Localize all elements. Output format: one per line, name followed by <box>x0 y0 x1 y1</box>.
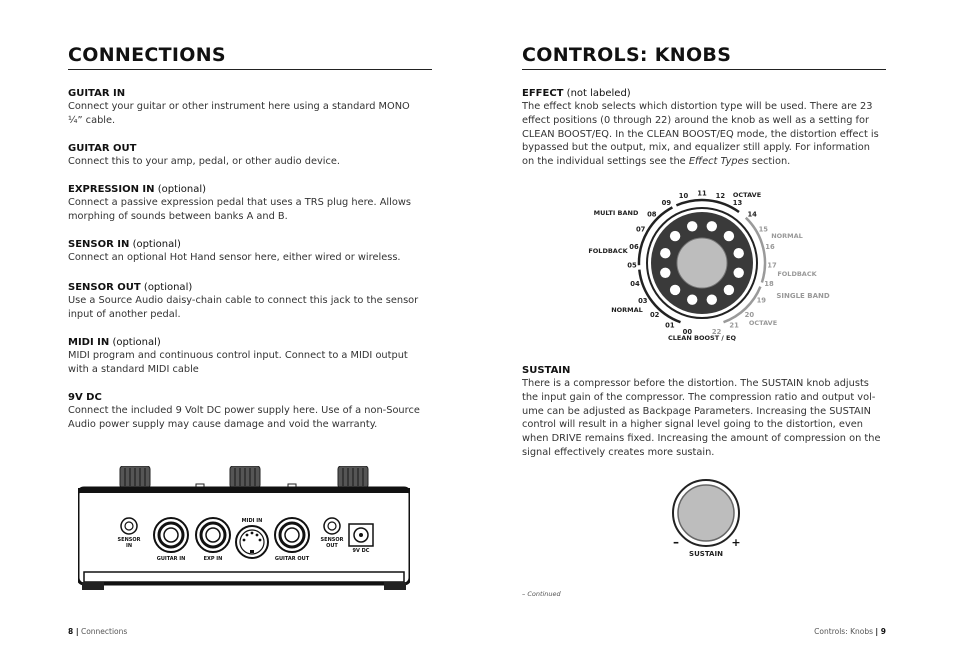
body-line: ume can be adjusted as Backpage Parameters. Increasing the SUSTAIN <box>522 405 871 417</box>
pedal-foot <box>384 582 406 590</box>
position-number: 16 <box>765 242 775 251</box>
position-number: 18 <box>764 279 774 288</box>
continued-note: – Continued <box>522 590 561 598</box>
footer-left <box>68 627 127 636</box>
effect-knob-diagram <box>519 186 855 348</box>
section-sustain <box>522 364 886 460</box>
section-guitar-in <box>68 87 432 128</box>
position-number: 17 <box>767 261 777 270</box>
panel-label: GUITAR IN <box>156 556 186 562</box>
position-number: 03 <box>638 296 648 305</box>
panel-label: GUITAR OUT <box>274 556 310 562</box>
section-sensor-in <box>68 238 432 265</box>
title-rule <box>68 69 432 70</box>
position-number: 10 <box>678 192 689 200</box>
panel-label: OUT <box>326 543 338 549</box>
page-number: | 9 <box>875 627 886 636</box>
position-number: 15 <box>758 225 769 234</box>
section-guitar-out <box>68 142 432 169</box>
position-number: 14 <box>747 210 757 219</box>
panel-label: 9V DC <box>352 548 370 554</box>
body-line: Use a Source Audio daisy-chain cable to connect this jack to the sensor <box>68 295 419 306</box>
position-number: 22 <box>711 328 722 336</box>
section-heading: EXPRESSION IN <box>68 184 155 195</box>
section-midi-in <box>68 336 432 377</box>
body-line: The effect knob selects which distortion type will be used. There are 23 <box>522 101 873 112</box>
knob-dot <box>687 295 697 305</box>
section-expression-in <box>68 183 432 224</box>
knob-center <box>677 238 727 288</box>
body-line: Connect an optional Hot Hand sensor here, either wired or wireless. <box>68 252 401 263</box>
body-line: with a standard MIDI cable <box>68 363 199 375</box>
top-knob-icon <box>120 466 150 488</box>
effect-types-reference: Effect Types <box>688 156 749 168</box>
knob-dot <box>687 221 697 231</box>
body-line: morphing of sounds between banks A and B. <box>68 210 288 222</box>
position-number: 05 <box>627 261 637 270</box>
sustain-knob-label: SUSTAIN <box>689 550 723 558</box>
position-number: 09 <box>661 199 672 208</box>
section-optional: (optional) <box>140 282 193 293</box>
footer-right <box>814 627 886 636</box>
section-optional: (optional) <box>109 337 161 348</box>
group-label-clean-boost-eq: CLEAN BOOST / EQ <box>667 334 737 342</box>
section-heading: GUITAR IN <box>68 88 126 99</box>
body-line: CLEAN BOOST/EQ. In the CLEAN BOOST/EQ mode, the distortion effect is <box>522 128 879 140</box>
body-line: control will result in a higher signal level going to the distortion, even <box>522 419 863 431</box>
section-heading: SENSOR IN <box>68 239 130 250</box>
pedal-back-panel-illustration <box>78 466 410 591</box>
knob-dot <box>724 231 734 241</box>
panel-label: SENSOR <box>117 537 141 543</box>
knob-dot <box>707 221 717 231</box>
body-line: Connect the included 9 Volt DC power supply here. Use of a non-Source <box>68 405 420 416</box>
position-number: 04 <box>630 279 640 288</box>
footer-section: Controls: Knobs <box>814 627 876 636</box>
panel-label: IN <box>125 543 133 549</box>
body-line: ¼” cable. <box>68 114 116 126</box>
page-number: 8 | <box>68 627 79 636</box>
section-heading: MIDI IN <box>68 337 110 348</box>
section-heading: 9V DC <box>68 392 102 403</box>
body-line: input of another pedal. <box>68 308 181 320</box>
panel-label: SENSOR <box>320 537 344 543</box>
top-knob-icon <box>230 466 260 488</box>
group-label-foldback: FOLDBACK <box>777 270 817 278</box>
panel-label: MIDI IN <box>241 518 263 524</box>
body-line: Connect this to your amp, pedal, or other audio device. <box>68 156 341 167</box>
position-number: 02 <box>649 311 660 320</box>
section-heading: EFFECT <box>522 88 564 99</box>
knob-dot <box>707 295 717 305</box>
body-line: signal effectively creates more sustain. <box>522 446 715 458</box>
knob-dot <box>670 231 680 241</box>
sustain-knob-diagram <box>666 476 746 560</box>
group-label-normal: NORMAL <box>771 232 803 240</box>
group-label-normal: NORMAL <box>611 306 643 314</box>
body-line: Connect your guitar or other instrument here using a standard MONO <box>68 101 410 112</box>
body-line: effect positions (0 through 22) around the knob as well as a setting for <box>522 114 870 126</box>
body-line: on the individual settings see the <box>522 156 689 168</box>
position-number: 11 <box>697 189 707 198</box>
group-label-single-band: SINGLE BAND <box>776 292 830 300</box>
group-label-multi-band: MULTI BAND <box>593 209 639 217</box>
body-line: Audio power supply may cause damage and void the warranty. <box>68 418 378 430</box>
position-number: 20 <box>744 311 755 319</box>
group-label-octave: OCTAVE <box>732 191 762 199</box>
page-title-controls-knobs: CONTROLS: KNOBS <box>522 44 732 66</box>
knob-dot <box>734 248 744 258</box>
section-9v-dc <box>68 391 432 432</box>
knob-dot <box>670 285 680 295</box>
body-line: Connect a passive expression pedal that uses a TRS plug here. Allows <box>68 197 411 208</box>
panel-label: EXP IN <box>203 556 223 562</box>
page-title-connections: CONNECTIONS <box>68 44 226 66</box>
minus-icon: – <box>673 535 679 549</box>
knob-dot <box>734 268 744 278</box>
body-line: when DRIVE remains fixed. Increasing the amount of compression on the <box>522 433 881 445</box>
plus-icon: + <box>731 536 741 549</box>
position-number: 12 <box>715 192 726 200</box>
title-rule <box>522 69 886 70</box>
position-number: 13 <box>732 199 743 208</box>
section-sensor-out <box>68 281 432 322</box>
position-number: 07 <box>635 225 646 234</box>
footer-section: Connections <box>78 627 128 636</box>
position-number: 08 <box>647 210 657 219</box>
pedal-top-edge <box>78 488 410 493</box>
section-heading: GUITAR OUT <box>68 143 137 154</box>
position-number: 06 <box>629 243 639 251</box>
position-number: 01 <box>665 321 675 330</box>
group-label-octave: OCTAVE <box>748 319 778 327</box>
section-optional: (optional) <box>154 184 207 195</box>
effect-knob-icon <box>639 200 765 322</box>
position-number: 19 <box>756 296 767 305</box>
body-line: bypassed but the output, mix, and equalizer still apply. For information <box>522 142 870 154</box>
position-number: 00 <box>682 328 693 336</box>
knob-dot <box>660 268 670 278</box>
top-knob-icon <box>338 466 368 488</box>
section-heading: SENSOR OUT <box>68 282 141 293</box>
group-label-foldback: FOLDBACK <box>588 247 628 255</box>
section-heading: SUSTAIN <box>522 365 571 376</box>
section-effect <box>522 87 886 169</box>
body-line: section. <box>748 156 791 168</box>
knob-dot <box>724 285 734 295</box>
body-line: the input gain of the compressor. The compression ratio and output vol- <box>522 391 876 403</box>
knob-dot <box>660 248 670 258</box>
pedal-base <box>84 572 404 582</box>
body-line: MIDI program and continuous control input. Connect to a MIDI output <box>68 350 408 361</box>
section-optional: (optional) <box>129 239 181 250</box>
section-optional: (not labeled) <box>563 88 631 99</box>
body-line: There is a compressor before the distortion. The SUSTAIN knob adjusts <box>522 378 869 389</box>
position-number: 21 <box>729 321 739 330</box>
pedal-foot <box>82 582 104 590</box>
